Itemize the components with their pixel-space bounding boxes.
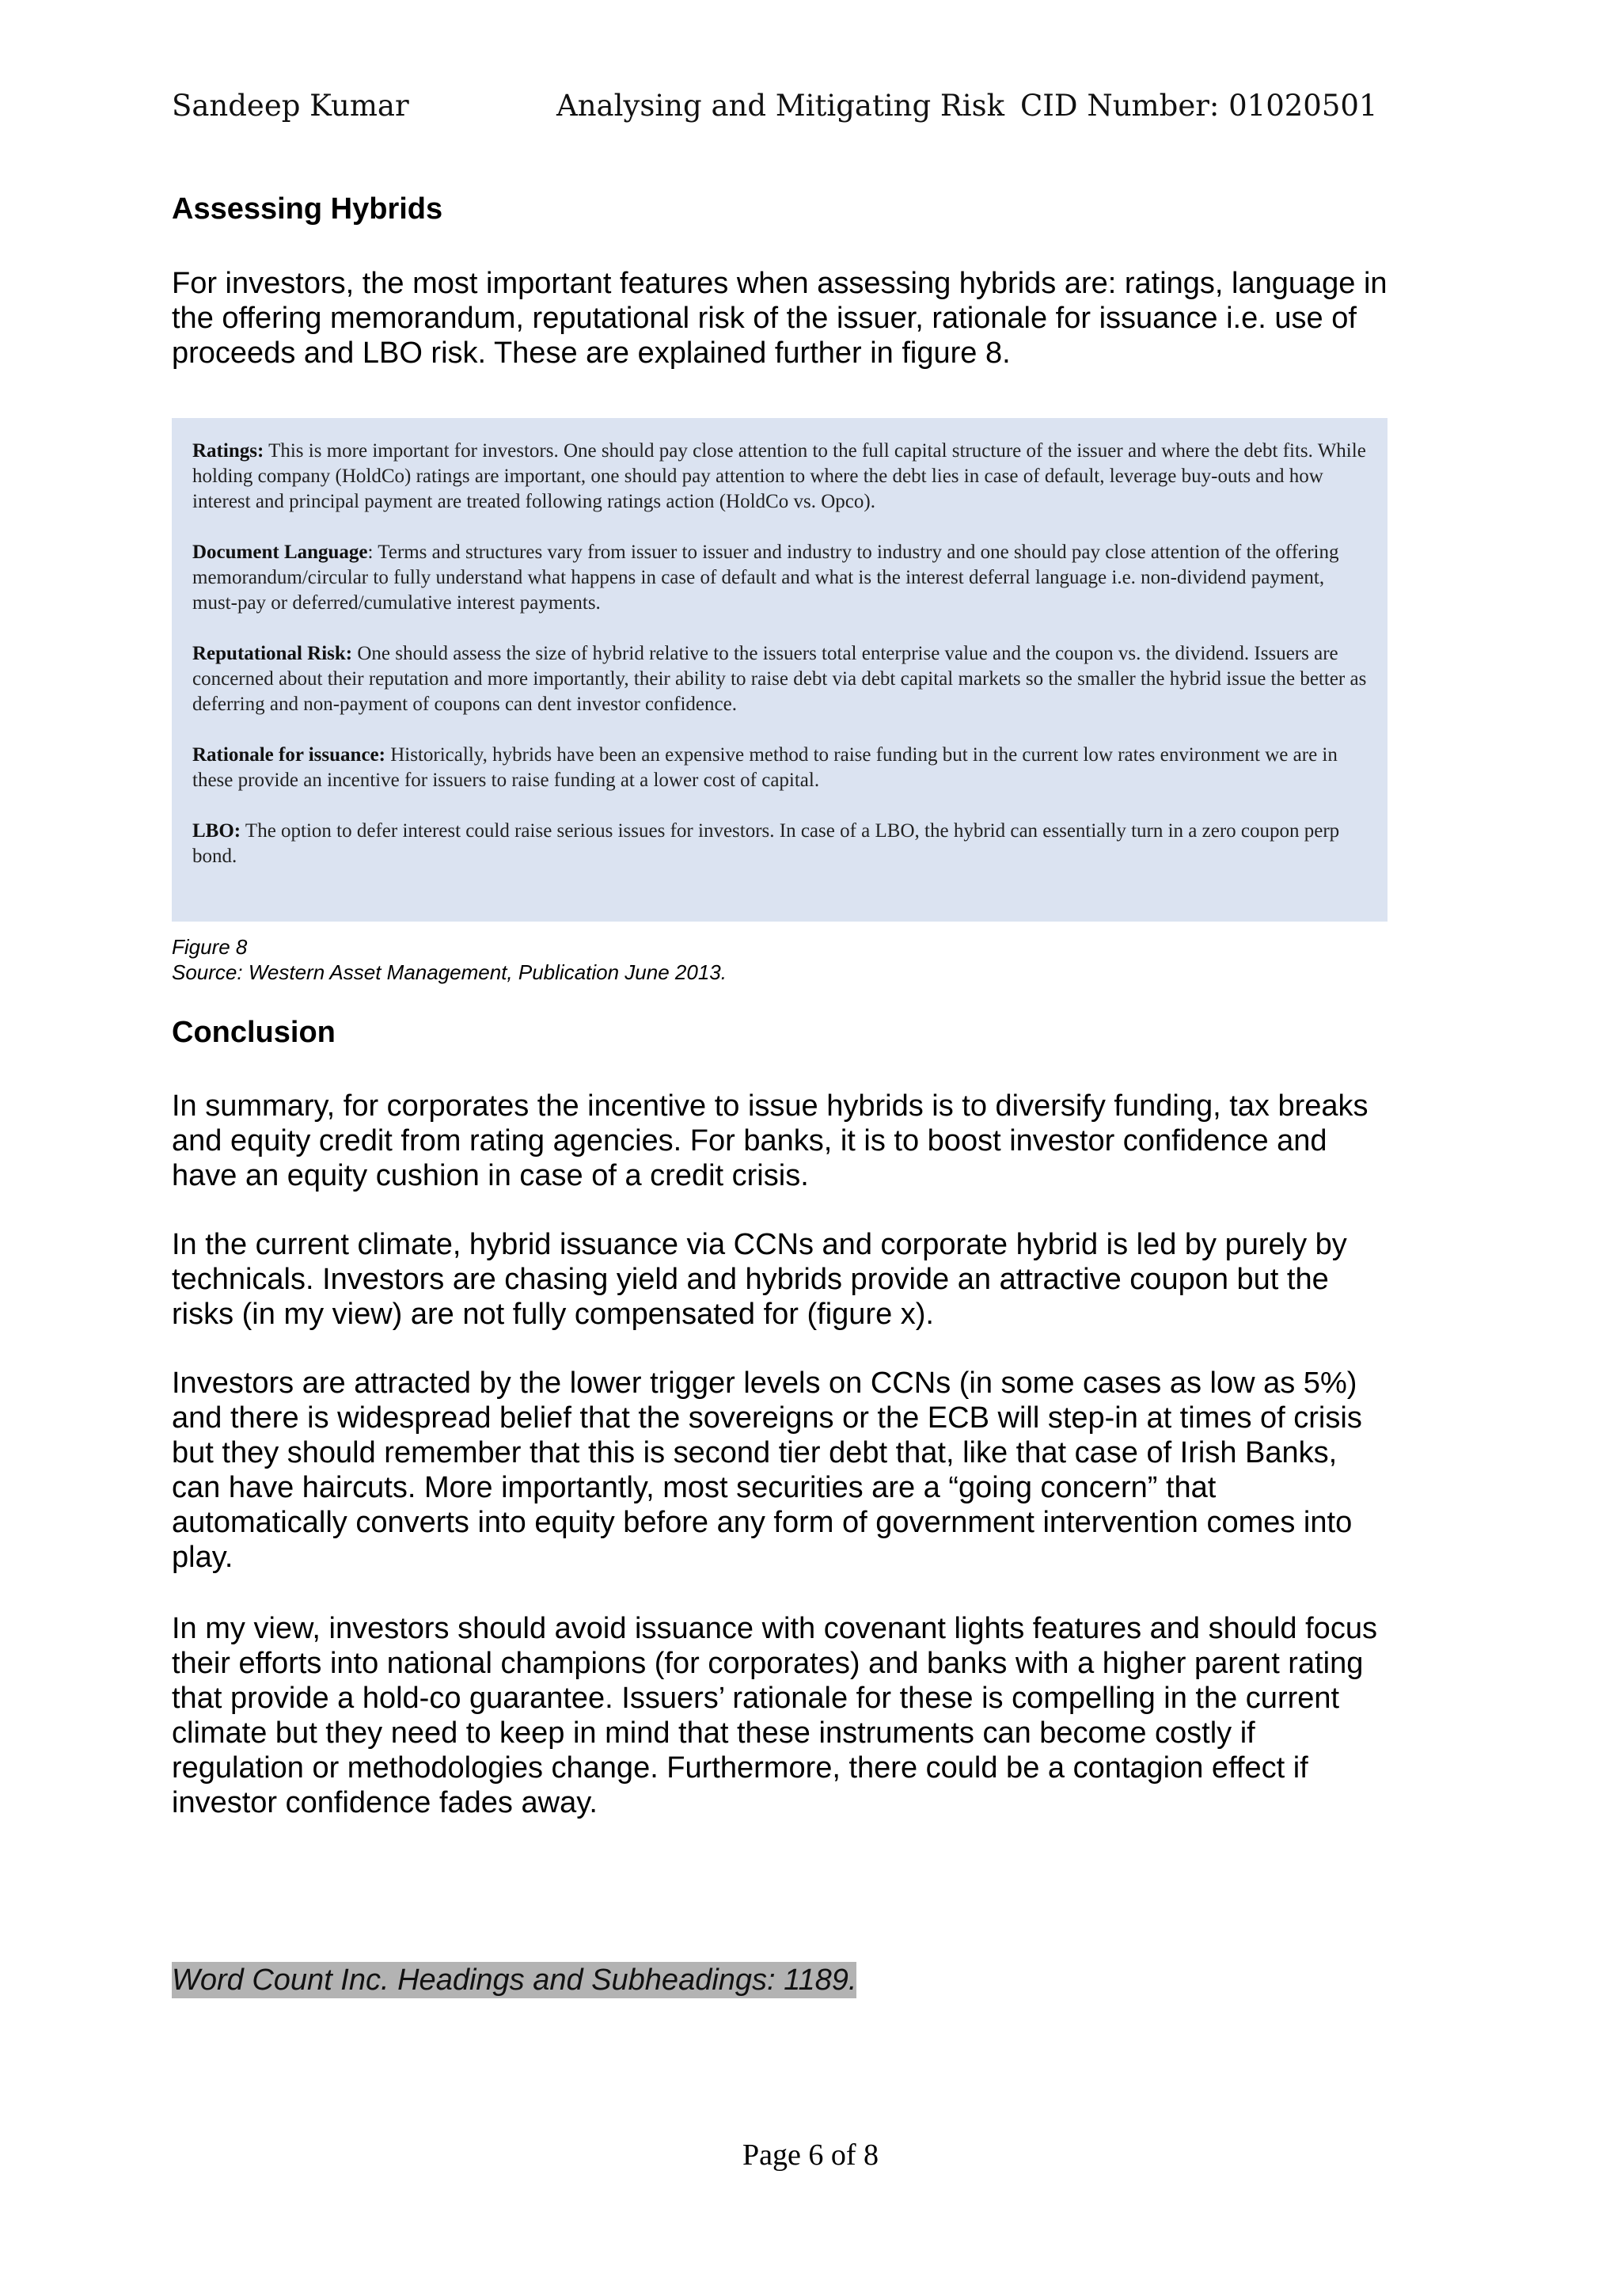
box-item-lbo xyxy=(192,819,1367,869)
conclusion-paragraph-4: In my view, investors should avoid issuance with covenant lights features and should focus their efforts into national champions (for corporates) and banks with a higher parent rating that provide a hold-co guarantee. Issuers’ rationale for these is compelling in the current climate but they need to keep in mind that these instruments can become costly if regulation or methodologies change. Furthermore, there could be a contagion effect if investor confidence fades away. xyxy=(172,1612,1377,1819)
box-item-label: Document Language xyxy=(192,542,368,563)
box-item-text: One should assess the size of hybrid relative to the issuers total enterprise value and the coupon vs. the dividend. Issuers are concerned about their reputation and more importantly, their ability to raise debt via debt capital markets so the smaller the hybrid issue the better as deferring and non-payment of coupons can dent investor confidence. xyxy=(192,643,1367,715)
figure-source: Source: Western Asset Management, Publication June 2013. xyxy=(172,960,727,984)
header-author: Sandeep Kumar xyxy=(172,89,409,123)
box-item-document-language xyxy=(192,540,1367,616)
header-cid-number: CID Number: 01020501 xyxy=(1020,89,1378,123)
conclusion-paragraph-2: In the current climate, hybrid issuance via CCNs and corporate hybrid is led by purely by technicals. Investors are chasing yield and hybrids provide an attractive coupon but the risks (in my view) are not fully compensated for (figure x). xyxy=(172,1228,1347,1331)
box-item-ratings xyxy=(192,439,1367,515)
box-item-label: Ratings: xyxy=(192,440,264,462)
section-heading-conclusion: Conclusion xyxy=(172,1016,336,1049)
conclusion-paragraph-3: Investors are attracted by the lower trigger levels on CCNs (in some cases as low as 5%) and there is widespread belief that the sovereigns or the ECB will step-in at times of crisis but they should remember that this is second tier debt that, like that case of Irish Banks, can have haircuts. More importantly, most securities are a “going concern” that automatically converts into equity before any form of government intervention comes into play. xyxy=(172,1367,1362,1574)
figure-8-box xyxy=(172,418,1388,922)
section-heading-assessing-hybrids: Assessing Hybrids xyxy=(172,192,443,226)
conclusion-paragraph-1: In summary, for corporates the incentive to issue hybrids is to diversify funding, tax breaks and equity credit from rating agencies. For banks, it is to boost investor confidence and have an equity cushion in case of a credit crisis. xyxy=(172,1089,1369,1192)
word-count-highlight: Word Count Inc. Headings and Subheadings: 1189. xyxy=(172,1963,857,1997)
intro-paragraph: For investors, the most important features when assessing hybrids are: ratings, language in the offering memorandum, reputational risk of the issuer, rationale for issuance i.e. use of proceeds and LBO risk. These are explained further in figure 8. xyxy=(172,267,1388,370)
figure-caption: Figure 8 xyxy=(172,935,248,959)
box-item-text: This is more important for investors. One should pay close attention to the full capital structure of the issuer and where the debt fits. While holding company (HoldCo) ratings are important, one should pay attention to where the debt lies in case of default, leverage buy-outs and how interest and principal payment are treated following ratings action (HoldCo vs. Opco). xyxy=(192,440,1366,512)
box-item-text: The option to defer interest could raise serious issues for investors. In case of a LBO, the hybrid can essentially turn in a zero coupon perp bond. xyxy=(192,820,1340,867)
header-title: Analysing and Mitigating Risk xyxy=(556,89,1005,123)
box-item-text: : Terms and structures vary from issuer to issuer and industry to industry and one should pay close attention of the offering memorandum/circular to fully understand what happens in case of default and what is the interest deferral language i.e. non-dividend payment, must-pay or deferred/cumulative interest payments. xyxy=(192,542,1339,614)
box-item-rationale xyxy=(192,743,1367,793)
box-item-label: LBO: xyxy=(192,820,241,842)
box-item-text: Historically, hybrids have been an expensive method to raise funding but in the current low rates environment we are in these provide an incentive for issuers to raise funding at a lower cost of capital. xyxy=(192,744,1338,791)
box-item-reputational-risk xyxy=(192,641,1367,717)
page-number: Page 6 of 8 xyxy=(742,2138,879,2172)
box-item-label: Reputational Risk: xyxy=(192,643,353,664)
page-header xyxy=(172,89,1391,136)
box-item-label: Rationale for issuance: xyxy=(192,744,385,766)
